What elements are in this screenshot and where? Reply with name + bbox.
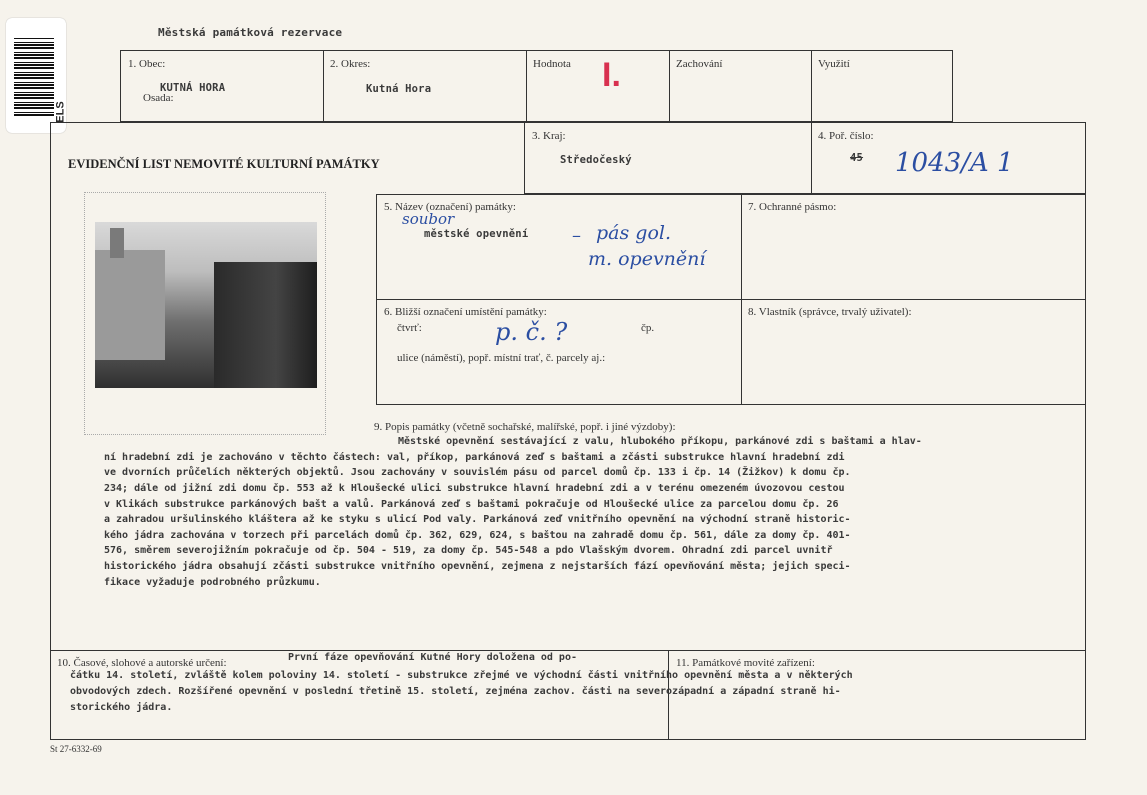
por-cislo-old: 45 bbox=[850, 152, 864, 164]
section10-line: První fáze opevňování Kutné Hory doložena od po- bbox=[288, 652, 577, 663]
kraj-label: 3. Kraj: bbox=[532, 130, 566, 142]
section9-line: ní hradební zdi je zachováno v těchto částech: val, příkop, parkánová zeď s baštami a zčásti substrukce hlavní hradební zdi bbox=[104, 452, 845, 463]
section9-line: historického jádra obsahují zčásti substrukce vnitřního opevnění, zejmena z nejstarších fází opevňování města; jejich speci- bbox=[104, 561, 851, 572]
cp-label: čp. bbox=[641, 322, 655, 334]
section10-line: čátku 14. století, zvláště kolem poloviny 14. století - substrukce zřejmé ve východní části vnitřního opevnění města a v některých bbox=[70, 670, 853, 681]
section5-hand-line1: pás gol. bbox=[596, 222, 671, 244]
section8-label: 8. Vlastník (správce, trvalý uživatel): bbox=[748, 306, 912, 318]
section6-label: 6. Bližší označení umístění památky: bbox=[384, 306, 547, 318]
section5-hand-line2: m. opevnění bbox=[588, 248, 706, 270]
okres-value: Kutná Hora bbox=[366, 83, 432, 95]
barcode-sticker bbox=[6, 18, 66, 133]
ctvrt-label: čtvrť: bbox=[397, 322, 422, 334]
section7-label: 7. Ochranné pásmo: bbox=[748, 201, 837, 213]
photo-wall bbox=[214, 262, 317, 388]
hodnota-label: Hodnota bbox=[533, 58, 571, 70]
barcode-icon bbox=[14, 38, 54, 116]
photo-chimney bbox=[110, 228, 124, 258]
photo-house bbox=[95, 250, 165, 360]
section11-label: 11. Památkové movité zařízení: bbox=[676, 657, 815, 669]
section5-label: 5. Název (označení) památky: bbox=[384, 201, 516, 213]
zachovani-label: Zachování bbox=[676, 58, 723, 70]
vyuziti-label: Využití bbox=[818, 58, 850, 70]
obec-value: KUTNÁ HORA bbox=[160, 82, 226, 94]
form-code: St 27-6332-69 bbox=[50, 744, 102, 754]
section9-line: v Klikách substrukce parkánových bašt a valů. Parkánová zeď s baštami pokračuje od Hloušecké ulice za parcelou domu čp. 26 bbox=[104, 499, 839, 510]
section5-typed: městské opevnění bbox=[424, 228, 529, 240]
por-cislo-new: 1043/A 1 bbox=[895, 148, 1014, 178]
hodnota-value: I. bbox=[602, 56, 621, 94]
ulice-label: ulice (náměstí), popř. místní trať, č. parcely aj.: bbox=[397, 352, 606, 364]
section9-line: ve dvorních průčelích některých objektů. Jsou zachovány v souvislém pásu od parcel domů čp. 133 i čp. 14 (Žižkov) k domu čp. bbox=[104, 467, 851, 478]
section9-line: fikace vyžaduje podrobného průzkumu. bbox=[104, 577, 321, 588]
section9-line: a zahradou uršulinského kláštera až ke styku s ulicí Pod valy. Parkánová zeď vnitřního opevnění na východní straně historic- bbox=[104, 514, 851, 525]
section9-line: kého jádra zachována v torzech při parcelách domů čp. 362, 629, 624, s baštou na zahradě domu čp. 561, dále za domy čp. 401- bbox=[104, 530, 851, 541]
por-cislo-label: 4. Poř. číslo: bbox=[818, 130, 874, 142]
ctvrt-value: p. č. ? bbox=[495, 318, 568, 346]
section5-hand-top: soubor bbox=[402, 210, 455, 228]
okres-label: 2. Okres: bbox=[330, 58, 371, 70]
section9-line: Městské opevnění sestávající z valu, hlubokého příkopu, parkánové zdi s baštami a hlav- bbox=[398, 436, 922, 447]
section5-hand-dash: – bbox=[572, 225, 581, 246]
osada-label: Osada: bbox=[143, 92, 174, 104]
kraj-value: Středočeský bbox=[560, 154, 632, 166]
obec-label: 1. Obec: bbox=[128, 58, 166, 70]
section9-label: 9. Popis památky (včetně sochařské, malířské, popř. i jiné výzdoby): bbox=[374, 421, 676, 433]
sticker-label: ELS bbox=[54, 101, 67, 123]
section10-line: obvodových zdech. Rozšířené opevnění v poslední třetině 15. století, zejména zachov. části na severozápadní a západní straně hi- bbox=[70, 686, 841, 697]
section10-line: storického jádra. bbox=[70, 702, 173, 713]
section9-line: 234; dále od jižní zdi domu čp. 553 až k Hloušecké ulici substrukce hlavní hradební zdi a v terénu omezeném úvozovou cestou bbox=[104, 483, 845, 494]
form-title: EVIDENČNÍ LIST NEMOVITÉ KULTURNÍ PAMÁTKY bbox=[68, 157, 380, 171]
reserve-title: Městská památková rezervace bbox=[158, 26, 343, 39]
section10-label: 10. Časové, slohové a autorské určení: bbox=[57, 657, 227, 669]
section9-line: 576, směrem severojižním pokračuje od čp. 504 - 519, za domy čp. 545-548 a pdo Vlašským dvorem. Ohradní zdi parcel uvnitř bbox=[104, 545, 833, 556]
